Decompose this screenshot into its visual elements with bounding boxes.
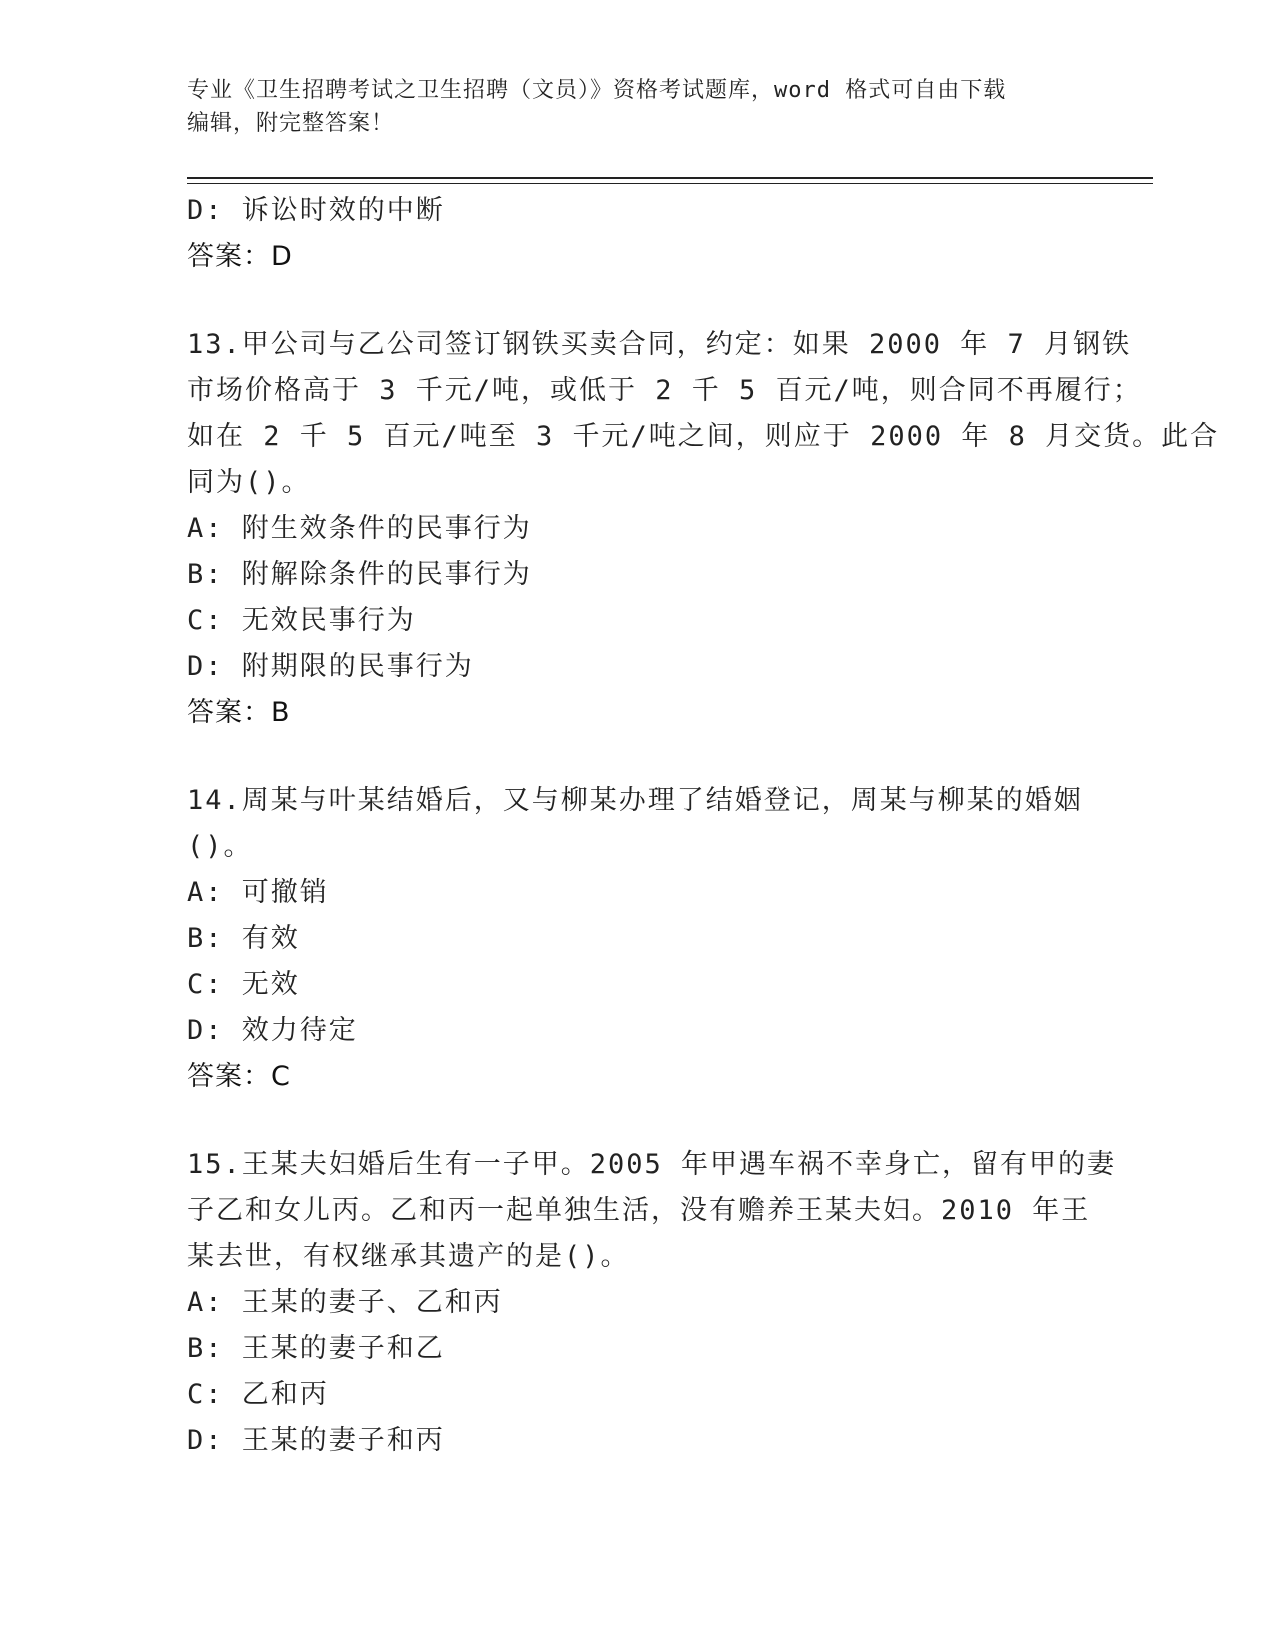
question-text-line: 如在 2 千 5 百元/吨至 3 千元/吨之间，则应于 2000 年 8 月交货。此合 <box>187 421 1220 452</box>
option-b: B: 附解除条件的民事行为 <box>187 559 532 590</box>
option-a: A: 附生效条件的民事行为 <box>187 513 532 544</box>
option-d: D: 王某的妻子和丙 <box>187 1425 445 1456</box>
header-line-2: 编辑，附完整答案！ <box>187 111 395 136</box>
question-15 <box>187 1142 1117 1464</box>
question-text-line: 市场价格高于 3 千元/吨，或低于 2 千 5 百元/吨，则合同不再履行； <box>187 375 1142 406</box>
option-a: A: 王某的妻子、乙和丙 <box>187 1287 503 1318</box>
question-text-line: 14.周某与叶某结婚后，又与柳某办理了结婚登记，周某与柳某的婚姻 <box>187 785 1083 816</box>
question-text-line: 13.甲公司与乙公司签订钢铁买卖合同，约定：如果 2000 年 7 月钢铁 <box>187 329 1132 360</box>
question-14 <box>187 778 1087 1100</box>
option-a: A: 可撤销 <box>187 877 329 908</box>
option-c: C: 无效民事行为 <box>187 605 416 636</box>
question-text-line: ()。 <box>187 831 253 862</box>
spacer <box>187 280 1087 322</box>
question-text-line: 15.王某夫妇婚后生有一子甲。2005 年甲遇车祸不幸身亡，留有甲的妻 <box>187 1149 1117 1180</box>
spacer <box>187 736 1087 778</box>
option-d: D: 效力待定 <box>187 1015 358 1046</box>
question-13 <box>187 322 1220 736</box>
question-content <box>187 188 1220 1464</box>
answer-line: 答案：C <box>187 1061 291 1092</box>
answer-line: 答案：D <box>187 241 293 272</box>
document-header <box>187 74 1067 140</box>
question-text-line: 子乙和女儿丙。乙和丙一起单独生活，没有赡养王某夫妇。2010 年王 <box>187 1195 1091 1226</box>
question-text-line: 同为()。 <box>187 467 311 498</box>
header-divider-thick <box>187 177 1153 179</box>
option-b: B: 有效 <box>187 923 300 954</box>
option-c: C: 无效 <box>187 969 300 1000</box>
header-divider-thin <box>187 183 1153 184</box>
option-b: B: 王某的妻子和乙 <box>187 1333 445 1364</box>
option-c: C: 乙和丙 <box>187 1379 329 1410</box>
question-text-line: 某去世，有权继承其遗产的是()。 <box>187 1241 630 1272</box>
header-line-1: 专业《卫生招聘考试之卫生招聘（文员）》资格考试题库，word 格式可自由下载 <box>187 78 1007 103</box>
answer-line: 答案：B <box>187 697 291 728</box>
option-d: D: 附期限的民事行为 <box>187 651 474 682</box>
question-12-tail <box>187 188 1087 280</box>
spacer <box>187 1100 1087 1142</box>
option-d: D: 诉讼时效的中断 <box>187 195 445 226</box>
